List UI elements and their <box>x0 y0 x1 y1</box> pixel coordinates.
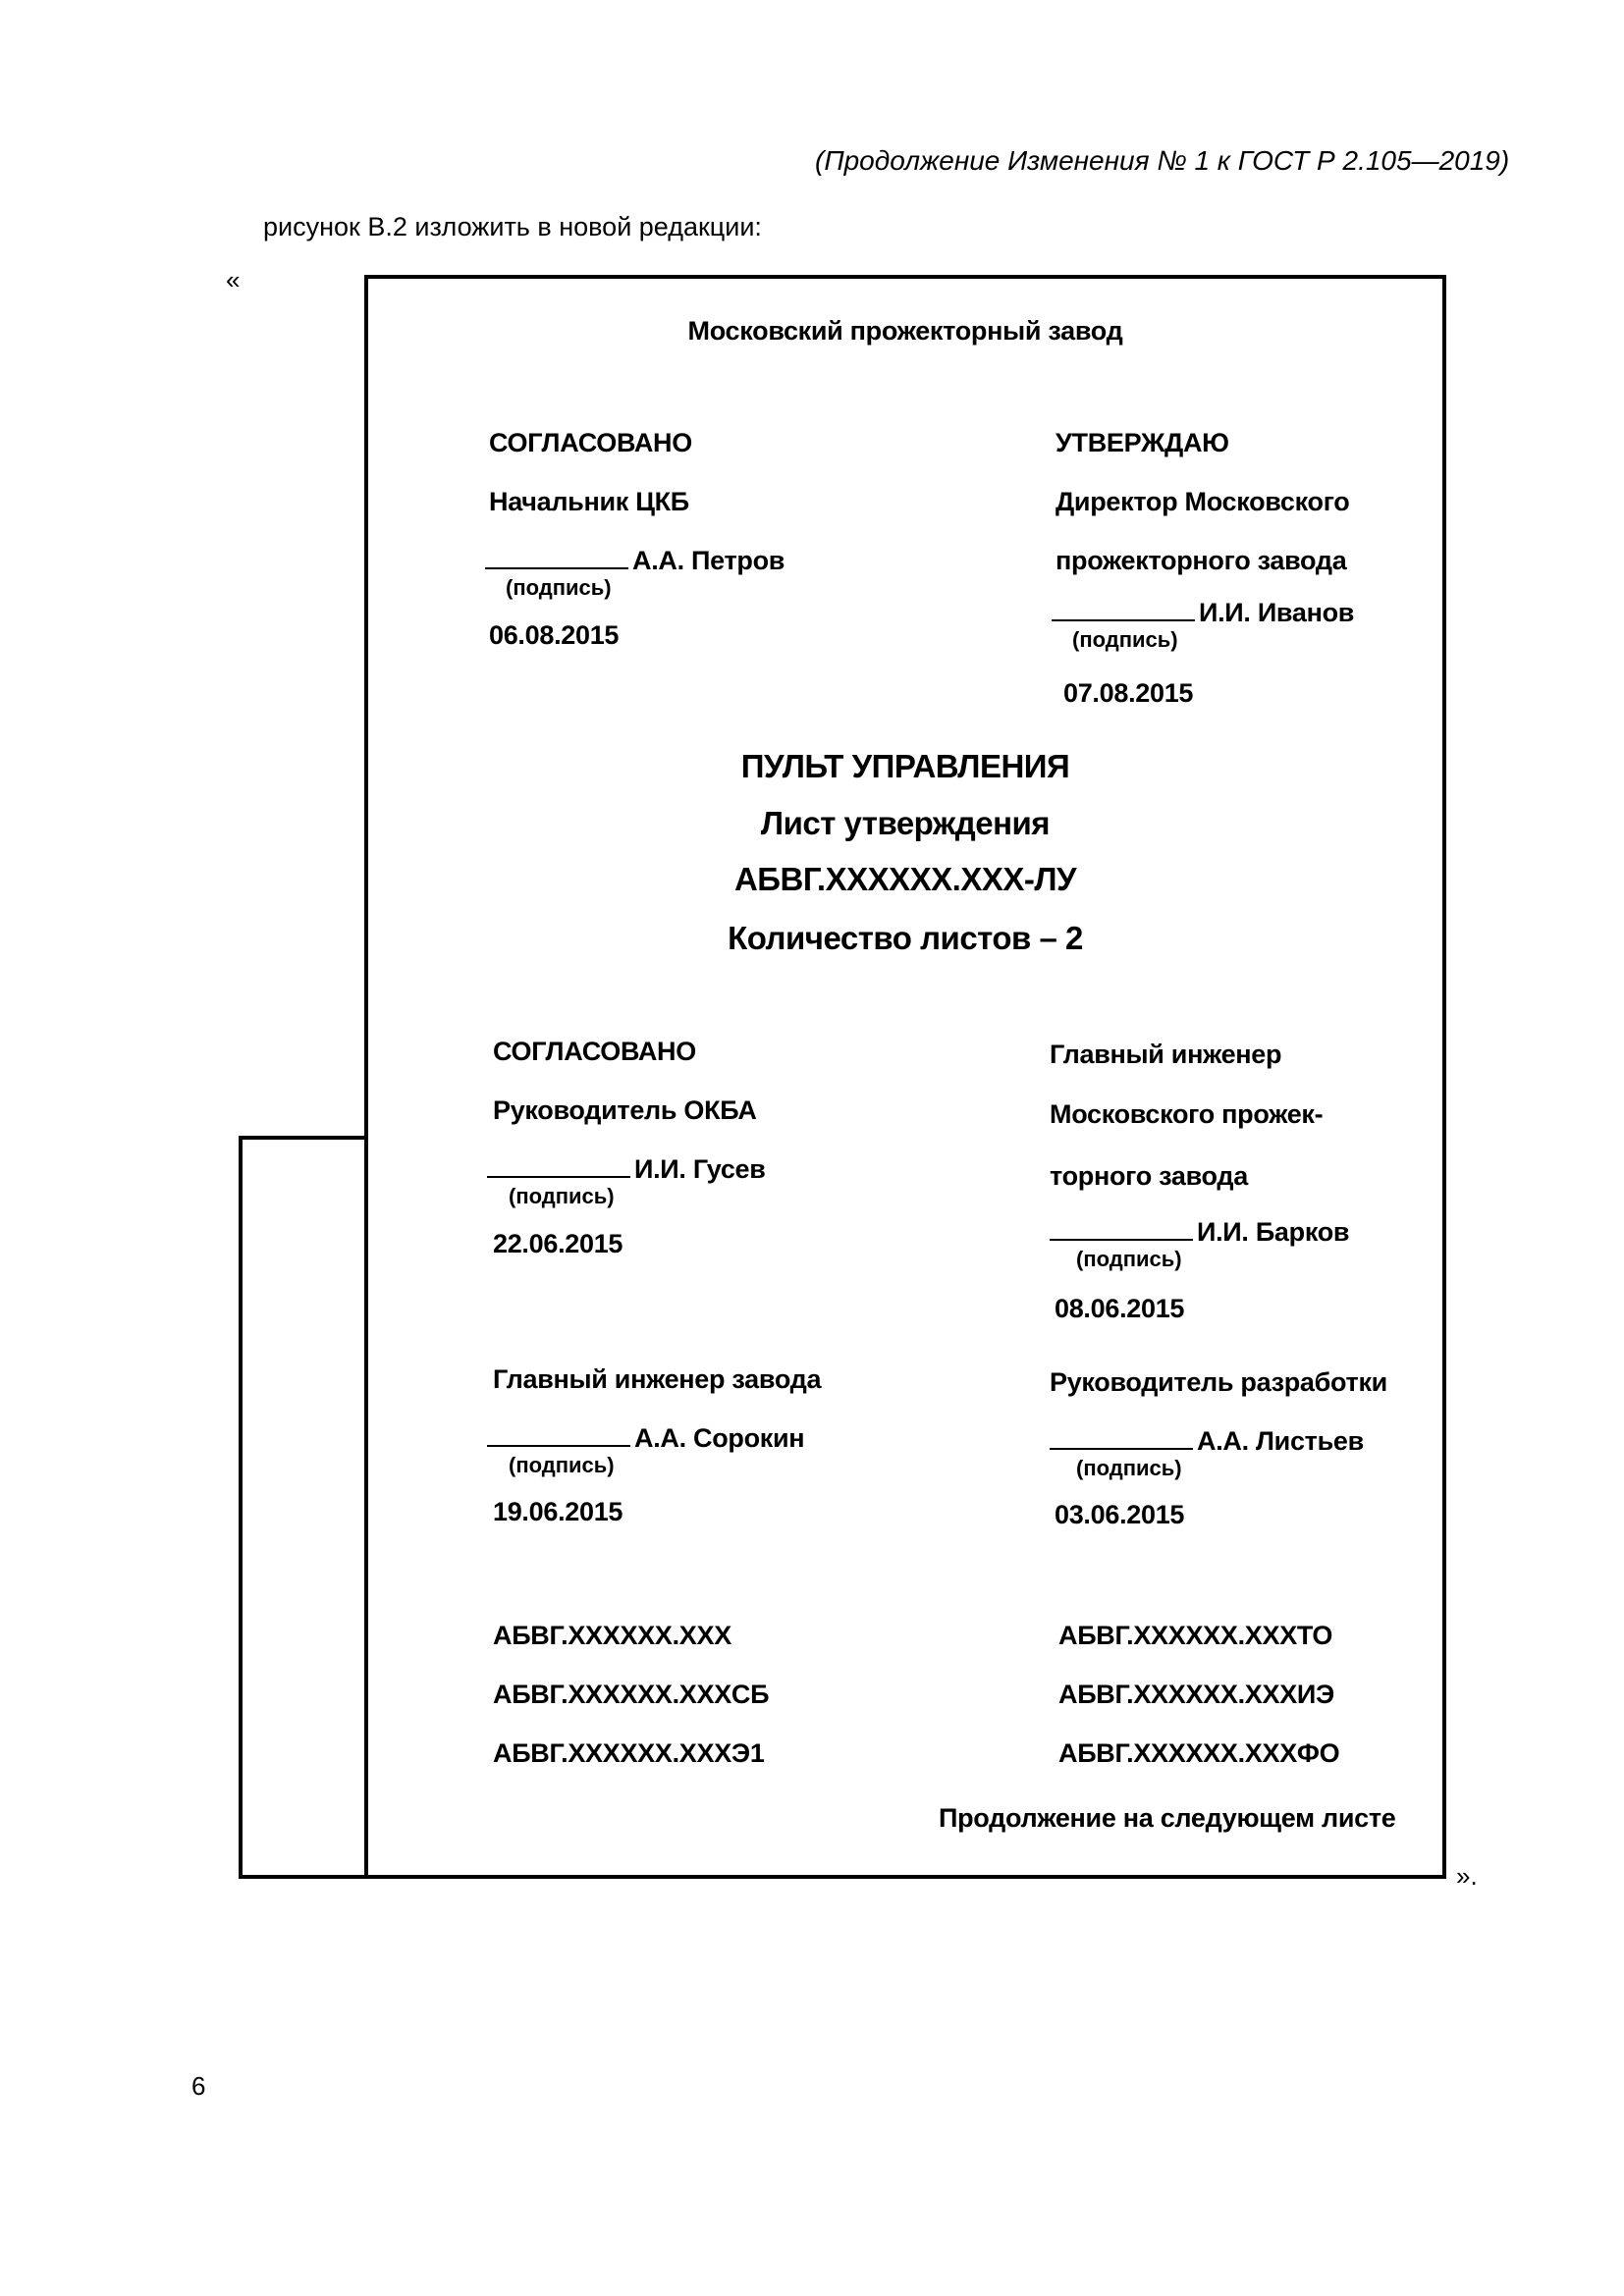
agreed-heading: СОГЛАСОВАНО <box>493 1037 696 1066</box>
document-code: АБВГ.XXXXXX.XXXФО <box>1058 1738 1340 1768</box>
document-code: АБВГ.XXXXXX.XXXТО <box>1058 1621 1333 1650</box>
agreed-heading: СОГЛАСОВАНО <box>489 428 692 457</box>
signature-line-row <box>1050 1426 1364 1457</box>
signature-label: (подпись) <box>509 1453 615 1477</box>
signer-name: А.А. Сорокин <box>634 1423 805 1453</box>
signature-date: 19.06.2015 <box>493 1497 623 1526</box>
signature-line-row <box>1050 1217 1349 1248</box>
approver-position-line1: Директор Московского <box>1056 487 1350 516</box>
intro-text: рисунок В.2 изложить в новой редакции: <box>263 212 762 241</box>
signature-date: 08.06.2015 <box>1055 1294 1185 1323</box>
signer-position: Начальник ЦКБ <box>489 487 689 516</box>
signature-line <box>487 1175 630 1178</box>
signature-line-row <box>487 1154 766 1185</box>
signature-label: (подпись) <box>1076 1456 1182 1480</box>
signature-line <box>1050 1447 1193 1450</box>
continuation-note: Продолжение на следующем листе <box>939 1803 1396 1833</box>
signature-date: 06.08.2015 <box>489 620 620 650</box>
document-code: АБВГ.XXXXXX.XXX <box>493 1621 731 1650</box>
signature-line <box>485 566 628 569</box>
signature-label: (подпись) <box>509 1184 615 1208</box>
signature-date: 03.06.2015 <box>1055 1500 1185 1529</box>
signature-line <box>1050 1238 1193 1241</box>
signature-label: (подпись) <box>1072 627 1178 652</box>
signature-line-row <box>485 546 785 576</box>
signature-label: (подпись) <box>506 575 612 600</box>
document-code: АБВГ.XXXXXX.XXXЭ1 <box>493 1738 765 1768</box>
document-designation: АБВГ.XXXXXX.XXX-ЛУ <box>733 861 1077 897</box>
signer-position: Руководитель разработки <box>1050 1367 1387 1397</box>
opening-quote: « <box>226 265 241 294</box>
page-header: (Продолжение Изменения № 1 к ГОСТ Р 2.105—2019) <box>815 145 1510 176</box>
document-code: АБВГ.XXXXXX.XXXСБ <box>493 1680 770 1709</box>
signer-position-line2: Московского прожек- <box>1050 1099 1324 1129</box>
document-code: АБВГ.XXXXXX.XXXИЭ <box>1058 1680 1334 1709</box>
signature-line <box>1052 618 1195 621</box>
approve-heading: УТВЕРЖДАЮ <box>1056 428 1229 457</box>
signer-name: И.И. Гусев <box>634 1154 766 1184</box>
signature-line <box>487 1444 630 1447</box>
side-frame <box>239 1136 368 1879</box>
document-type: Лист утверждения <box>760 805 1051 841</box>
sheet-count: Количество листов – 2 <box>728 920 1083 956</box>
signer-position: Руководитель ОКБА <box>493 1095 757 1125</box>
signer-name: И.И. Барков <box>1197 1217 1350 1247</box>
signer-position-line1: Главный инженер <box>1050 1040 1282 1069</box>
signer-name: А.А. Листьев <box>1197 1426 1364 1456</box>
closing-quote: ». <box>1456 1861 1478 1891</box>
signature-line-row <box>487 1423 804 1454</box>
signature-date: 07.08.2015 <box>1063 678 1194 708</box>
organization-name: Московский прожекторный завод <box>687 316 1123 346</box>
approver-position-line2: прожекторного завода <box>1056 546 1347 575</box>
document-title: ПУЛЬТ УПРАВЛЕНИЯ <box>740 748 1070 784</box>
signature-line-row <box>1052 598 1354 628</box>
page-number: 6 <box>191 2071 206 2101</box>
signature-date: 22.06.2015 <box>493 1229 623 1258</box>
signer-name: А.А. Петров <box>632 546 785 575</box>
signer-position-line3: торного завода <box>1050 1161 1248 1191</box>
signer-position: Главный инженер завода <box>493 1364 822 1394</box>
signature-label: (подпись) <box>1076 1247 1182 1271</box>
approver-name: И.И. Иванов <box>1199 598 1355 627</box>
